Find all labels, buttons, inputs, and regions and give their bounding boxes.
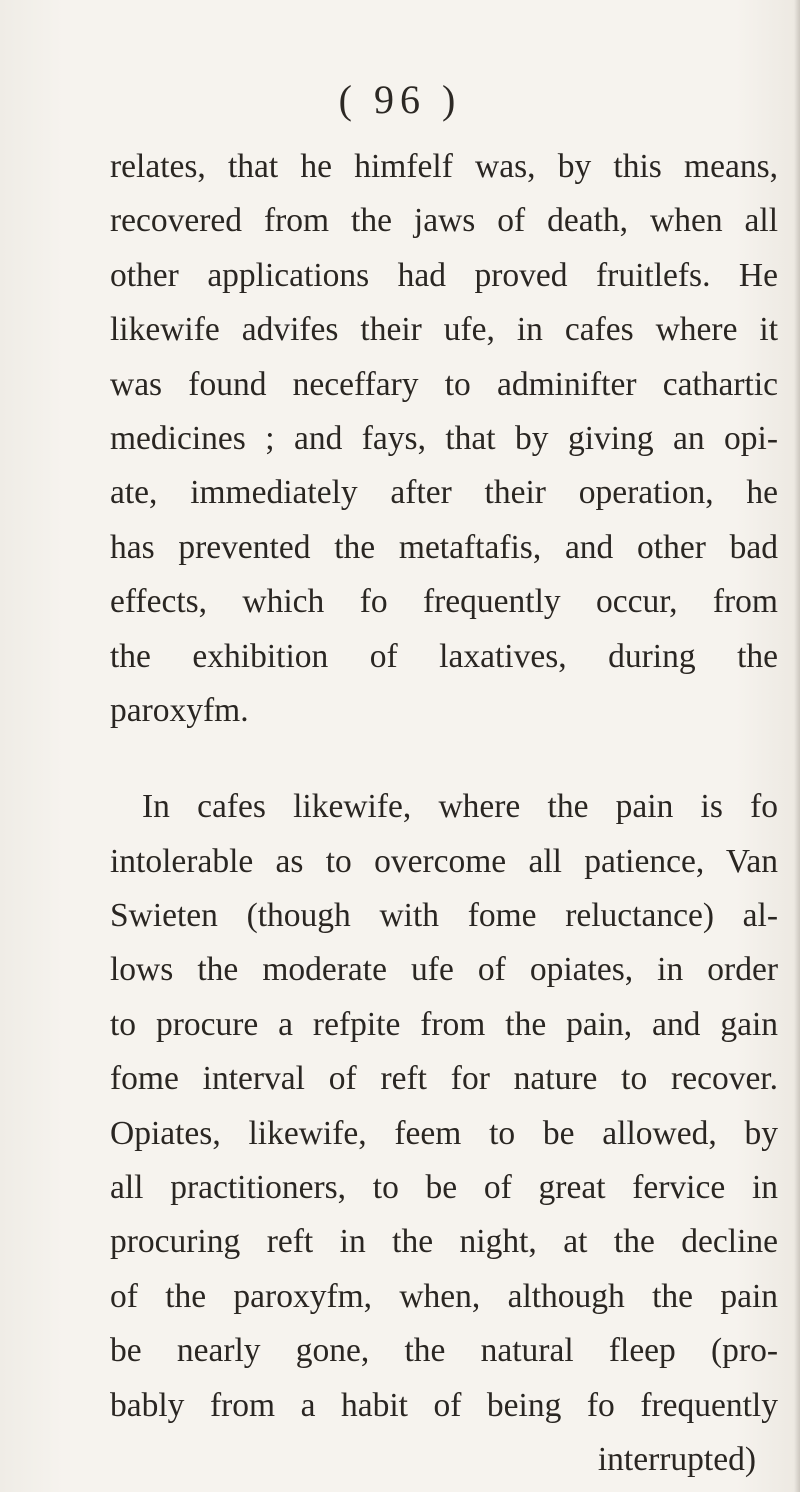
text-line: all practitioners, to be of great fervice in xyxy=(110,1169,778,1207)
page-number: ( 96 ) xyxy=(338,77,462,122)
text-line: the exhibition of laxatives, during the xyxy=(110,637,778,675)
text-line: In cafes likewife, where the pain is fo xyxy=(142,788,778,826)
text-line: procuring reft in the night, at the decline xyxy=(110,1223,778,1261)
text-line: of the paroxyfm, when, although the pain xyxy=(110,1277,778,1315)
text-line: paroxyfm. xyxy=(110,691,249,729)
text-line: lows the moderate ufe of opiates, in order xyxy=(110,951,778,989)
text-line: has prevented the metaftafis, and other bad xyxy=(110,528,778,566)
text-line: Opiates, likewife, feem to be allowed, by xyxy=(110,1114,778,1152)
text-line: ate, immediately after their operation, he xyxy=(110,474,778,512)
paragraph-gap xyxy=(110,738,778,780)
text-line: be nearly gone, the natural fleep (pro- xyxy=(110,1332,778,1370)
text-line: other applications had proved fruitlefs. He xyxy=(110,256,778,294)
text-line: medicines ; and fays, that by giving an opi- xyxy=(110,419,778,457)
text-line: was found neceffary to adminifter cathartic xyxy=(110,365,778,403)
text-line: effects, which fo frequently occur, from xyxy=(110,583,778,621)
body-text xyxy=(110,140,778,1487)
text-line: fome interval of reft for nature to recover. xyxy=(110,1060,778,1098)
text-line: Swieten (though with fome reluctance) al- xyxy=(110,897,778,935)
text-line: bably from a habit of being fo frequently xyxy=(110,1386,778,1424)
text-line: recovered from the jaws of death, when all xyxy=(110,202,778,240)
text-line: likewife advifes their ufe, in cafes where it xyxy=(110,311,778,349)
page-edge-shadow xyxy=(794,0,800,1492)
catchword: interrupted) xyxy=(597,1440,756,1478)
text-line: relates, that he himfelf was, by this means, xyxy=(110,148,778,185)
text-line: intolerable as to overcome all patience, Van xyxy=(110,842,778,880)
text-line: to procure a refpite from the pain, and gain xyxy=(110,1005,778,1043)
